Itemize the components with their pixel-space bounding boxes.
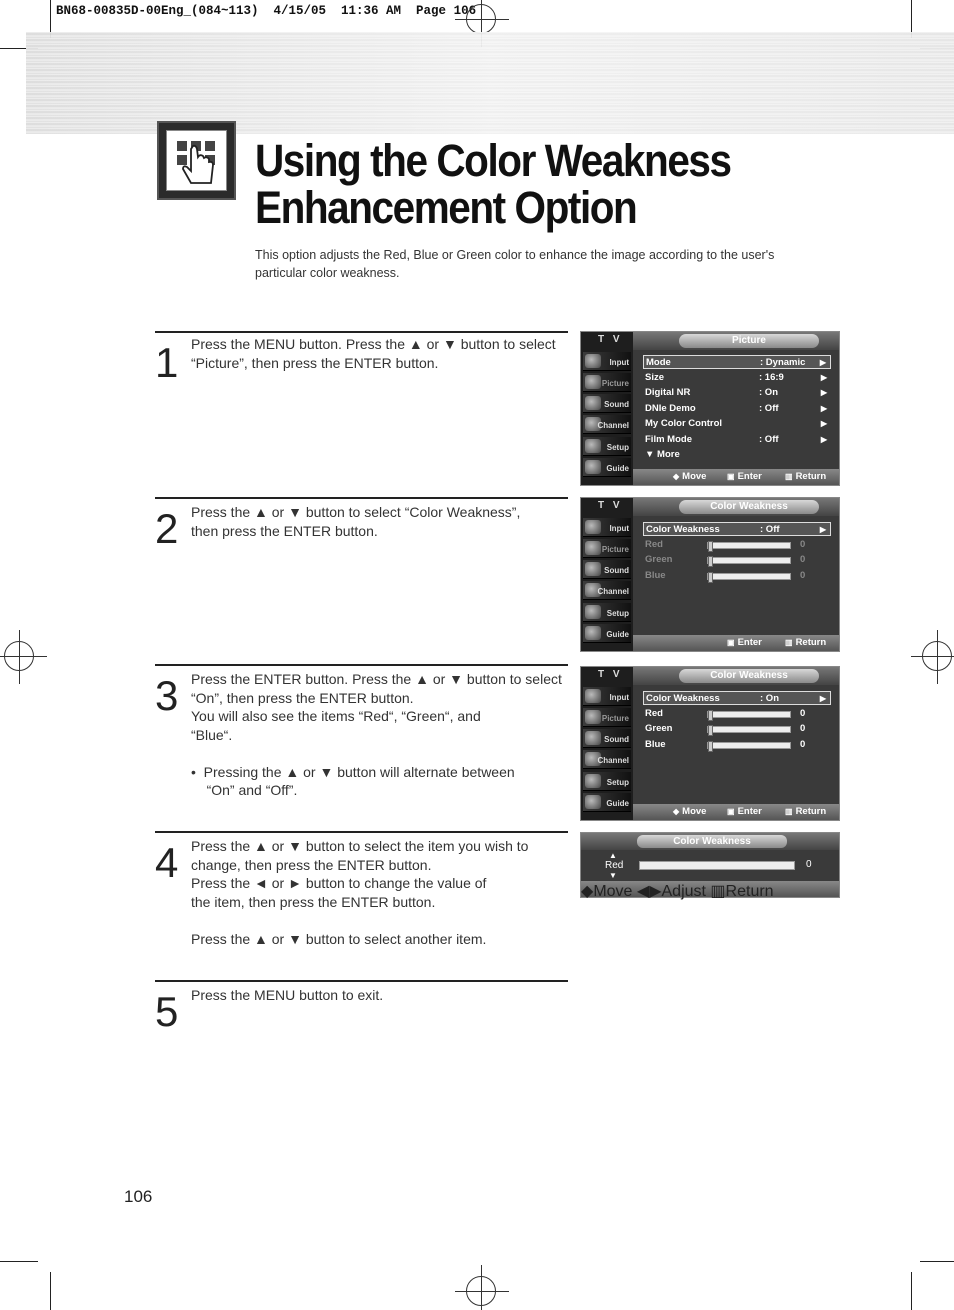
blue-slider: 0 (707, 573, 791, 580)
return-icon: ▥ (710, 883, 726, 900)
adjust-icon: ◀▶ (636, 883, 662, 900)
step-1 (155, 331, 568, 386)
crop-mark (0, 1261, 38, 1262)
setup-icon (585, 774, 601, 788)
step-number: 5 (155, 988, 179, 1035)
green-slider: 0 (707, 557, 791, 564)
osd-cat-guide: Guide (583, 458, 631, 477)
guide-icon (585, 795, 601, 809)
osd-cat-channel: Channel (583, 415, 631, 434)
osd-footer: ◆Move ◀▶Adjust ▥Return (581, 881, 839, 897)
step-text: Press the ▲ or ▼ button to select “Color Weakness”, then press the ENTER button. (191, 504, 521, 539)
osd-header: Color Weakness (679, 669, 819, 683)
osd-row-blue: Blue 0 (645, 570, 806, 581)
enter-icon: ▣ (727, 472, 735, 481)
osd-color-weakness-on (580, 666, 840, 821)
osd-cat-sound: Sound (583, 394, 631, 413)
osd-adjust-red (580, 832, 840, 898)
step-text: Press the MENU button. Press the ▲ or ▼ button to select “Picture”, then press the ENTER button. (191, 336, 556, 371)
step-text: Press the ▲ or ▼ button to select the item you wish to change, then press the ENTER button. Press the ◄ or ► button to change the value of the item, then press the ENTER button. Press the ▲ or ▼ button to select another item. (191, 838, 529, 947)
red-slider: 0 (707, 711, 791, 718)
arrow-down-icon: ▼ (609, 871, 617, 880)
osd-cat-guide: Guide (583, 793, 631, 812)
step-number: 3 (155, 672, 179, 719)
osd-cat-channel: Channel (583, 750, 631, 769)
osd-footer: ▣ Enter ▥ Return (633, 635, 839, 651)
crop-mark (911, 1272, 912, 1310)
osd-row-mode: Mode : Dynamic ▶ (643, 355, 831, 369)
registration-mark (466, 1276, 496, 1306)
step-number: 1 (155, 339, 179, 386)
arrow-right-icon: ▶ (819, 358, 826, 367)
osd-cat-input: Input (583, 352, 631, 371)
step-5 (155, 980, 568, 1035)
osd-row-color-weakness: Color Weakness : On ▶ (643, 691, 831, 705)
osd-cat-input: Input (583, 687, 631, 706)
crop-mark (50, 1272, 51, 1310)
registration-mark (466, 4, 496, 34)
remote-hand-icon (157, 121, 236, 200)
move-icon: ◆ (673, 472, 680, 481)
move-icon: ◆ (673, 807, 680, 816)
osd-row-more: ▼ More (645, 449, 680, 460)
osd-row-dnie-demo: DNIe Demo : Off ▶ (645, 403, 827, 414)
return-icon: ▥ (785, 472, 793, 481)
osd-item-label: Red (605, 860, 624, 871)
step-text: Press the MENU button to exit. (191, 987, 384, 1003)
guide-icon (585, 460, 601, 474)
osd-row-size: Size : 16:9 ▶ (645, 372, 827, 383)
step-number: 2 (155, 505, 179, 552)
input-icon (585, 354, 601, 368)
sound-icon (585, 396, 601, 410)
sound-icon (585, 562, 601, 576)
osd-cat-input: Input (583, 518, 631, 537)
osd-cat-setup: Setup (583, 603, 631, 622)
enter-icon: ▣ (727, 638, 735, 647)
osd-row-film-mode: Film Mode : Off ▶ (645, 434, 827, 445)
osd-cat-setup: Setup (583, 772, 631, 791)
osd-cat-setup: Setup (583, 437, 631, 456)
osd-tv-label: T V (598, 669, 623, 680)
osd-color-weakness-off (580, 497, 840, 652)
osd-row-blue: Blue 0 (645, 739, 806, 750)
picture-icon (585, 375, 601, 389)
osd-cat-guide: Guide (583, 624, 631, 643)
picture-icon (585, 541, 601, 555)
guide-icon (585, 626, 601, 640)
step-4 (155, 831, 568, 947)
arrow-right-icon: ▶ (820, 388, 827, 397)
osd-picture-menu (580, 331, 840, 486)
sound-icon (585, 731, 601, 745)
osd-cat-sound: Sound (583, 729, 631, 748)
page-number: 106 (124, 1187, 153, 1206)
arrow-down-icon: ▼ (645, 449, 655, 460)
osd-row-green: Green 0 (645, 723, 806, 734)
move-icon: ◆ (581, 883, 594, 900)
osd-cat-picture: Picture (583, 708, 631, 727)
blue-slider: 0 (707, 742, 791, 749)
setup-icon (585, 439, 601, 453)
red-slider: 0 (707, 542, 791, 549)
return-icon: ▥ (785, 638, 793, 647)
osd-row-digital-nr: Digital NR : On ▶ (645, 387, 827, 398)
input-icon (585, 689, 601, 703)
arrow-up-icon: ▲ (609, 851, 617, 860)
slider-value: 0 (806, 859, 812, 870)
osd-row-red: Red 0 (645, 708, 806, 719)
enter-icon: ▣ (727, 807, 735, 816)
arrow-right-icon: ▶ (820, 419, 827, 428)
osd-row-red: Red 0 (645, 539, 806, 550)
osd-footer: ◆ Move ▣ Enter ▥ Return (633, 469, 839, 485)
osd-row-color-weakness: Color Weakness : Off ▶ (643, 522, 831, 536)
intro-text: This option adjusts the Red, Blue or Green color to enhance the image according to the user's particular color weakness. (255, 248, 775, 280)
arrow-right-icon: ▶ (819, 694, 826, 703)
osd-cat-picture: Picture (583, 373, 631, 392)
step-text: Press the ENTER button. Press the ▲ or ▼ button to select “On”, then press the ENTER button. You will also see the items “Red“, “Green“, and “Blue“. • Pressing the ▲ or ▼ button will alternate between “On” and “Off”. (191, 671, 562, 798)
osd-header: Picture (679, 334, 819, 348)
picture-icon (585, 710, 601, 724)
step-number: 4 (155, 839, 179, 886)
osd-tv-label: T V (598, 334, 623, 345)
osd-header: Color Weakness (637, 835, 787, 848)
registration-mark (922, 641, 952, 671)
osd-cat-sound: Sound (583, 560, 631, 579)
osd-row-green: Green 0 (645, 554, 806, 565)
osd-row-my-color-control: My Color Control ▶ (645, 418, 827, 429)
osd-header: Color Weakness (679, 500, 819, 514)
osd-tv-label: T V (598, 500, 623, 511)
arrow-right-icon: ▶ (819, 525, 826, 534)
print-slug: BN68-00835D-00Eng_(084~113) 4/15/05 11:36 AM Page 106 (56, 4, 477, 18)
green-slider: 0 (707, 726, 791, 733)
arrow-right-icon: ▶ (820, 373, 827, 382)
arrow-right-icon: ▶ (820, 404, 827, 413)
page-title: Using the Color Weakness Enhancement Option (255, 135, 731, 233)
return-icon: ▥ (785, 807, 793, 816)
crop-mark (920, 1261, 954, 1262)
input-icon (585, 520, 601, 534)
registration-mark (4, 641, 34, 671)
red-slider (639, 861, 795, 870)
step-3 (155, 664, 568, 798)
osd-cat-picture: Picture (583, 539, 631, 558)
osd-footer: ◆ Move ▣ Enter ▥ Return (633, 804, 839, 820)
setup-icon (585, 605, 601, 619)
header-banner (26, 32, 954, 134)
osd-cat-channel: Channel (583, 581, 631, 600)
step-2 (155, 497, 568, 552)
arrow-right-icon: ▶ (820, 435, 827, 444)
